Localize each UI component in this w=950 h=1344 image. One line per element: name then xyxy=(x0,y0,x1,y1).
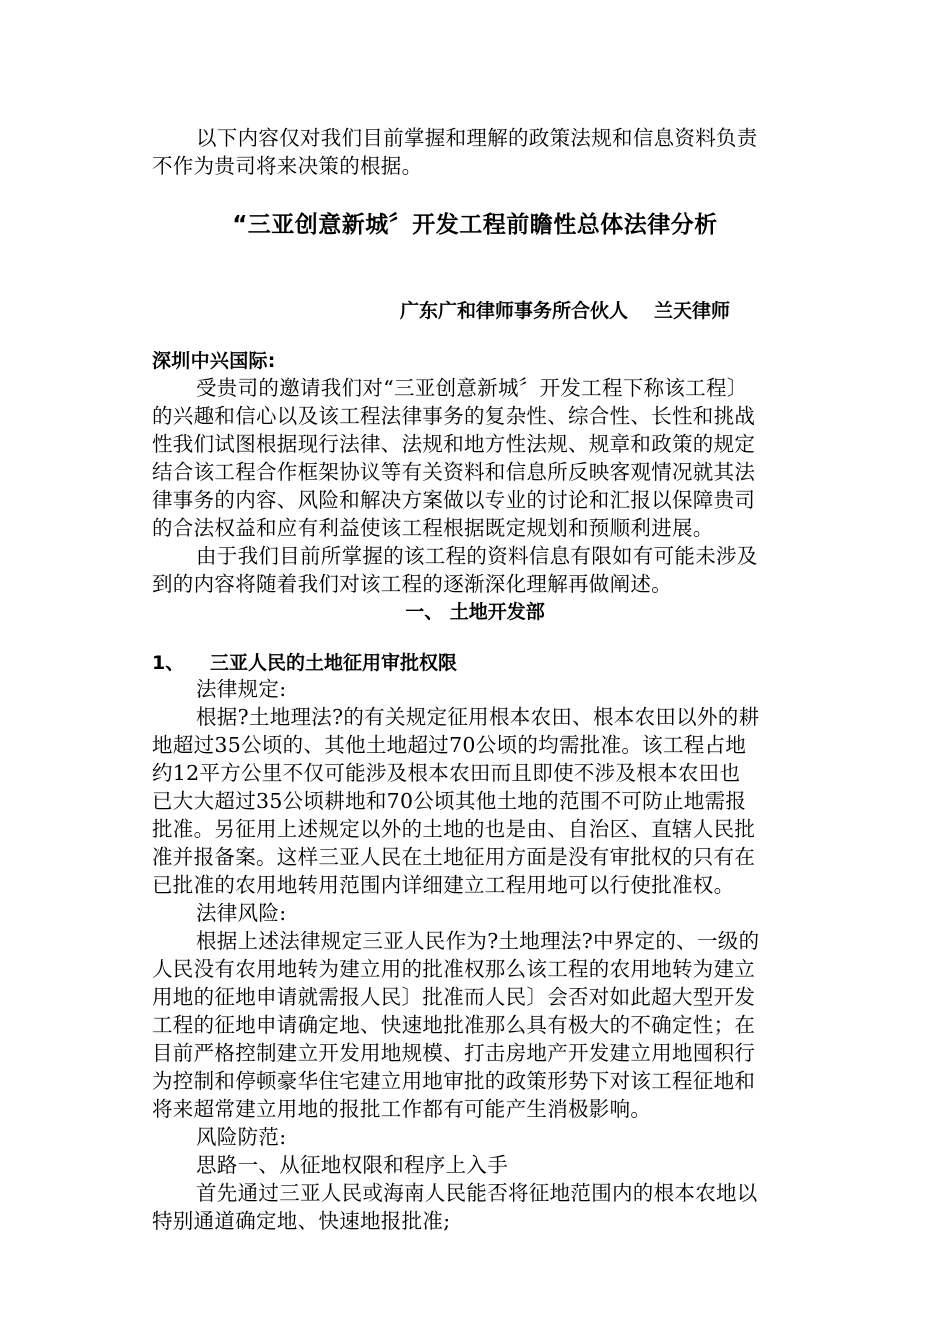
body-line: 根据上述法律规定三亚人民作为?土地理法?中界定的、一级的 xyxy=(196,929,760,953)
body-line: 已批准的农用地转用范围内详细建立工程用地可以行使批准权。 xyxy=(152,873,735,897)
author-name: 兰天律师 xyxy=(654,300,731,322)
intro-line: 的合法权益和应有利益使该工程根据既定规划和预顺利进展。 xyxy=(152,516,714,540)
body-line: 为控制和停顿豪华住宅建立用地审批的政策形势下对该工程征地和 xyxy=(152,1069,756,1093)
body-line: 批准。另征用上述规定以外的土地的也是由、自治区、直辖人民批 xyxy=(152,817,756,841)
intro-line: 到的内容将随着我们对该工程的逐渐深化理解再做阐述。 xyxy=(152,572,672,596)
author-line xyxy=(400,296,730,326)
body-line: 根据?土地理法?的有关规定征用根本农田、根本农田以外的耕 xyxy=(196,705,760,729)
addressee: 深圳中兴国际: xyxy=(152,350,276,372)
intro-line: 的兴趣和信心以及该工程法律事务的复杂性、综合性、长性和挑战 xyxy=(152,404,756,428)
intro-line: 性我们试图根据现行法律、法规和地方性法规、规章和政策的规定 xyxy=(152,432,756,456)
body-line: 地超过35公顷的、其他土地超过70公顷的均需批准。该工程占地 xyxy=(152,733,747,757)
author-firm: 广东广和律师事务所合伙人 xyxy=(400,300,629,322)
body-label: 法律规定: xyxy=(196,677,287,701)
document-title: “三亚创意新城〞开发工程前瞻性总体法律分析 xyxy=(232,212,718,238)
body-line: 工程的征地申请确定地、快速地批准那么具有极大的不确定性；在 xyxy=(152,1013,756,1037)
body-line: 思路一、从征地权限和程序上入手 xyxy=(196,1153,508,1177)
body-label: 法律风险: xyxy=(196,901,287,925)
intro-line: 律事务的内容、风险和解决方案做以专业的讨论和汇报以保障贵司 xyxy=(152,488,756,512)
body-label: 风险防范: xyxy=(196,1125,287,1149)
intro-line: 由于我们目前所掌握的该工程的资料信息有限如有可能未涉及 xyxy=(196,544,758,568)
body-line: 首先通过三亚人民或海南人民能否将征地范围内的根本农地以 xyxy=(196,1181,758,1205)
body-line: 约12平方公里不仅可能涉及根本农田而且即使不涉及根本农田也 xyxy=(152,761,741,785)
body-line: 用地的征地申请就需报人民〕批准而人民〕会否对如此超大型开发 xyxy=(152,985,756,1009)
section-heading: 一、 土地开发部 xyxy=(405,601,545,623)
body-line: 人民没有农用地转为建立用的批准权那么该工程的农用地转为建立 xyxy=(152,957,756,981)
body-line: 目前严格控制建立开发用地规模、打击房地产开发建立用地囤积行 xyxy=(152,1041,756,1065)
disclaimer-line-1: 以下内容仅对我们目前掌握和理解的政策法规和信息资料负责 xyxy=(196,126,758,150)
disclaimer-line-2: 不作为贵司将来决策的根据。 xyxy=(152,154,423,178)
subsection-title: 三亚人民的土地征用审批权限 xyxy=(210,652,458,674)
subsection-number: 1、 xyxy=(152,652,185,674)
body-line: 特别通道确定地、快速地报批准; xyxy=(152,1209,451,1233)
body-line: 已大大超过35公顷耕地和70公顷其他土地的范围不可防止地需报 xyxy=(152,789,747,813)
intro-line: 结合该工程合作框架协议等有关资料和信息所反映客观情况就其法 xyxy=(152,460,756,484)
body-line: 将来超常建立用地的报批工作都有可能产生消极影响。 xyxy=(152,1097,652,1121)
intro-line: 受贵司的邀请我们对“三亚创意新城〞开发工程下称该工程〕 xyxy=(196,376,748,400)
body-line: 准并报备案。这样三亚人民在土地征用方面是没有审批权的只有在 xyxy=(152,845,756,869)
